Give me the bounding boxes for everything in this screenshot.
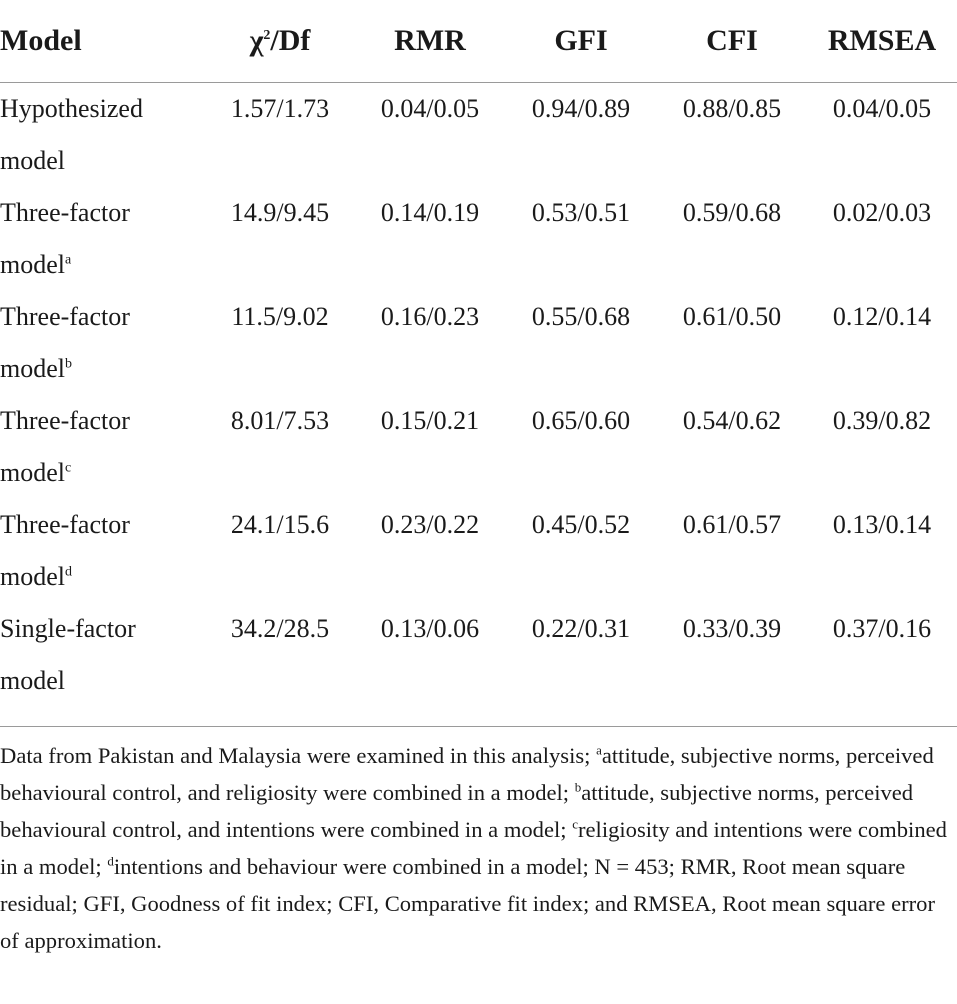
row-model-name: Three-factor model$^c$ — [0, 406, 130, 487]
cell-cfi: 0.88/0.85 — [682, 94, 782, 123]
cell-chi-square-df: 34.2/28.5 — [230, 614, 330, 643]
cell-cfi: 0.61/0.57 — [682, 510, 782, 539]
header-model: Model — [0, 0, 205, 83]
header-rmr: RMR — [355, 0, 505, 83]
cell-chi-square-df: 11.5/9.02 — [231, 302, 329, 331]
table-row — [0, 83, 957, 188]
table-row — [0, 603, 957, 707]
cell-rmr: 0.13/0.06 — [380, 614, 480, 643]
cell-rmsea: 0.13/0.14 — [832, 510, 932, 539]
cell-cfi: 0.59/0.68 — [682, 198, 782, 227]
cell-rmsea: 0.37/0.16 — [832, 614, 932, 643]
cell-rmsea: 0.12/0.14 — [832, 302, 932, 331]
table-row — [0, 291, 957, 395]
table-row — [0, 499, 957, 603]
table-footnote: Data from Pakistan and Malaysia were examined in this analysis; $^a$attitude, subjective norms, perceived behavioural control, and religiosity were combined in a model; $^b$attitude, subjective norms, perceived behavioural control, and intentions were combined in a model; $^c$religiosity and intentions were combined in a model; $^d$intentions and behaviour were combined in a model; N = 453; RMR, Root mean square residual; GFI, Goodness of fit index; CFI, Comparative fit index; and RMSEA, Root mean square error of approximation. — [0, 742, 947, 953]
cell-cfi: 0.33/0.39 — [682, 614, 782, 643]
row-model-name: Three-factor model$^b$ — [0, 302, 130, 383]
table-row — [0, 395, 957, 499]
cell-cfi: 0.54/0.62 — [682, 406, 782, 435]
header-row — [0, 0, 957, 83]
row-model-name: Three-factor model$^a$ — [0, 198, 130, 279]
cell-rmr: 0.04/0.05 — [380, 94, 480, 123]
cell-rmr: 0.16/0.23 — [380, 302, 480, 331]
row-model-name: Hypothesized model — [0, 94, 143, 175]
cell-chi-square-df: 8.01/7.53 — [230, 406, 330, 435]
cell-gfi: 0.22/0.31 — [531, 614, 631, 643]
row-model-name: Single-factor model — [0, 614, 136, 695]
header-cfi: CFI — [657, 0, 807, 83]
cell-cfi: 0.61/0.50 — [682, 302, 782, 331]
row-model-name: Three-factor model$^d$ — [0, 510, 130, 591]
header-gfi: GFI — [505, 0, 657, 83]
header-chi-square-df: $\chi^2/Df$ — [205, 0, 355, 83]
cell-chi-square-df: 1.57/1.73 — [230, 94, 330, 123]
cell-gfi: 0.53/0.51 — [531, 198, 631, 227]
cell-rmr: 0.14/0.19 — [380, 198, 480, 227]
header-rmsea: RMSEA — [807, 0, 957, 83]
cell-chi-square-df: 24.1/15.6 — [230, 510, 330, 539]
cell-rmr: 0.15/0.21 — [380, 406, 480, 435]
table-bottom-divider — [0, 726, 957, 727]
cell-chi-square-df: 14.9/9.45 — [230, 198, 330, 227]
cell-rmr: 0.23/0.22 — [380, 510, 480, 539]
cell-rmsea: 0.02/0.03 — [832, 198, 932, 227]
table-row — [0, 187, 957, 291]
cell-gfi: 0.45/0.52 — [531, 510, 631, 539]
cell-rmsea: 0.04/0.05 — [832, 94, 932, 123]
cell-gfi: 0.55/0.68 — [531, 302, 631, 331]
cell-rmsea: 0.39/0.82 — [832, 406, 932, 435]
cell-gfi: 0.94/0.89 — [531, 94, 631, 123]
cell-gfi: 0.65/0.60 — [531, 406, 631, 435]
